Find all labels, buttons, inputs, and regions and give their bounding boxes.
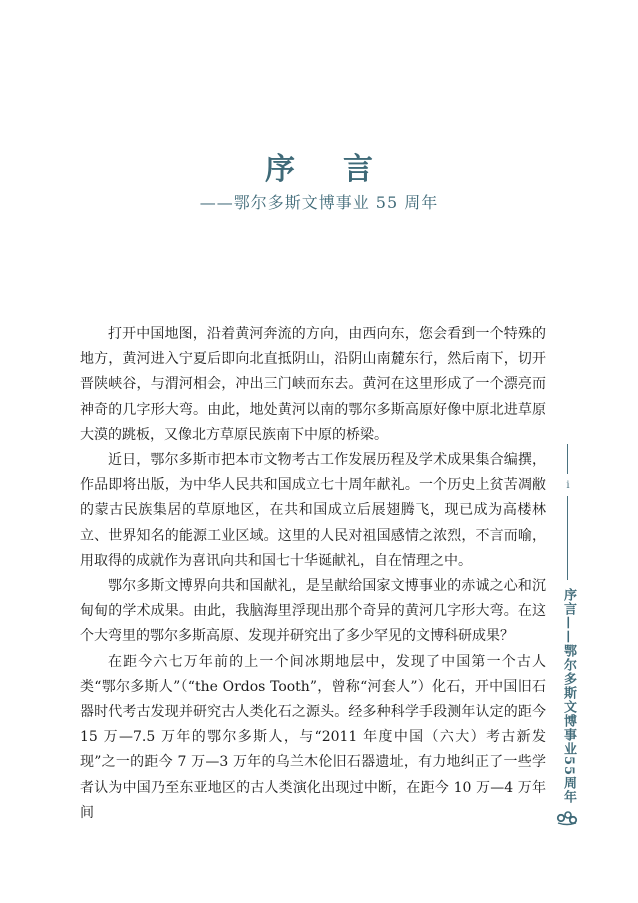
running-title: 序言——鄂尔多斯文博事业55周年	[561, 588, 576, 805]
paragraph-2: 近日，鄂尔多斯市把本市文物考古工作发展历程及学术成果集合编撰，作品即将出版，为中华人民共和国成立七十周年献礼。一个历史上贫苦凋敝的蒙古民族集居的草原地区，在共和国成立后展翅腾飞，现已成为高楼林立、世界知名的能源工业区域。这里的人民对祖国感情之浓烈，不言而喻，用取得的成就作为喜讯向共和国七十华诞献礼，自在情理之中。	[80, 452, 546, 569]
paragraph-1: 打开中国地图，沿着黄河奔流的方向，由西向东，您会看到一个特殊的地方，黄河进入宁夏后即向北直抵阴山，沿阴山南麓东行，然后南下，切开晋陕峡谷，与渭河相会，冲出三门峡而东去。黄河在这里形成了一个漂亮而神奇的几字形大弯。由此，地处黄河以南的鄂尔多斯高原好像中原北进草原大漠的跳板，又像北方草原民族南下中原的桥梁。	[80, 326, 546, 443]
ornament-icon	[556, 810, 578, 826]
page-number: i	[566, 480, 570, 491]
paragraph-3: 鄂尔多斯文博界向共和国献礼，是呈献给国家文博事业的赤诚之心和沉甸甸的学术成果。由此，我脑海里浮现出那个奇异的黄河几字形大弯。在这个大弯里的鄂尔多斯高原、发现并研究出了多少罕见的文博科研成果？	[80, 578, 546, 645]
paragraph-4: 在距今六七万年前的上一个间冰期地层中，发现了中国第一个古人类“鄂尔多斯人”（“the Ordos Tooth”，曾称“河套人”）化石，开中国旧石器时代考古发现并研究古人类化石之源头。经多种科学手段测年认定的距今15 万—7.5 万年的鄂尔多斯人，与“2011 年度中国（六大）考古新发现”之一的距今 7 万—3 万年的乌兰木伦旧石器遗址，有力地纠正了一些学者认为中国乃至东亚地区的古人类演化出现过中断，在距今 10 万—4 万年间	[80, 653, 546, 821]
page-subtitle: ——鄂尔多斯文博事业 55 周年	[199, 193, 439, 212]
margin-rule-bottom	[567, 496, 568, 580]
margin-rule-top	[567, 444, 568, 474]
page-title: 序言	[265, 152, 421, 187]
body-text	[80, 322, 546, 826]
